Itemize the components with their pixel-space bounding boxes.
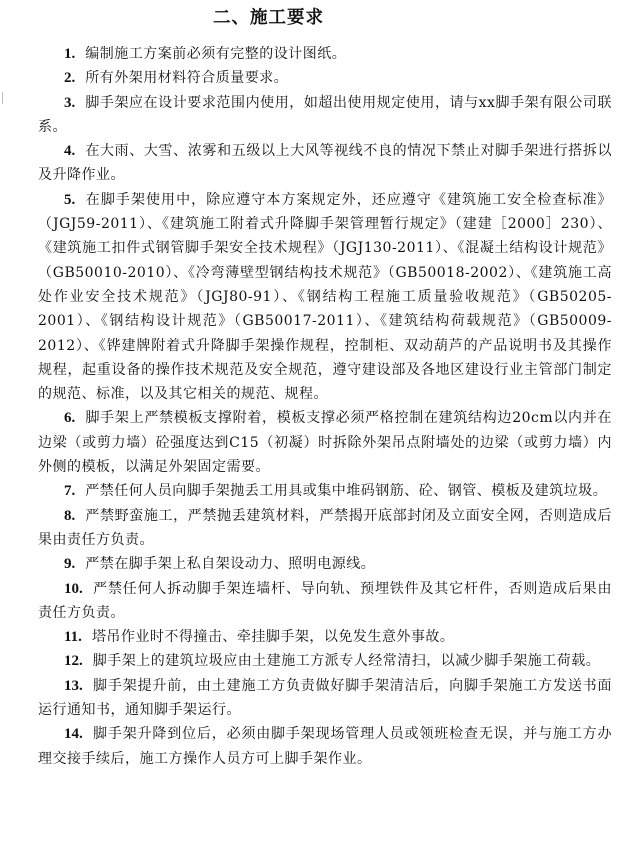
item-text: 脚手架应在设计要求范围内使用，如超出使用规定使用，请与xx脚手架有限公司联系。 [38,94,612,135]
item-text: 严禁野蛮施工，严禁抛丢建筑材料，严禁揭开底部封闭及立面安全网，否则造成后果由责任方负责。 [38,507,612,548]
list-item [38,552,612,576]
item-text: 严禁任何人员向脚手架抛丢工用具或集中堆码钢筋、砼、钢管、模板及建筑垃圾。 [85,483,608,500]
list-item [38,42,612,66]
list-item [38,188,612,407]
item-number: 11. [64,629,82,646]
list-item [38,406,612,479]
list-item [38,139,612,188]
item-number: 10. [64,580,83,597]
list-item [38,722,612,771]
item-number: 12. [64,653,83,670]
margin-mark [2,92,3,104]
item-text: 在大雨、大雪、浓雾和五级以上大风等视线不良的情况下禁止对脚手架进行搭拆以及升降作业。 [38,143,612,184]
item-text: 脚手架上的建筑垃圾应由土建施工方派专人经常清扫，以减少脚手架施工荷载。 [92,653,601,670]
item-text: 在脚手架使用中，除应遵守本方案规定外，还应遵守《建筑施工安全检查标准》（JGJ59-2011）、《建筑施工附着式升降脚手架管理暂行规定》（建建［2000］230）、《建筑施工扣件式钢管脚手架安全技术规程》（JGJ130-2011）、《混凝土结构设计规范》（GB50010-2010）、《冷弯薄壁型钢结构技术规范》（GB50018-2002）、《建筑施工高处作业安全技术规范》（JGJ80-91）、《钢结构工程施工质量验收规范》（GB50205-2001）、《钢结构设计规范》（GB50017-2011）、《建筑结构荷载规范》（GB50009-2012）、《铧建牌附着式升降脚手架操作规程，控制柜、双动葫芦的产品说明书及其操作规程，起重设备的操作技术规范及安全规范，遵守建设部及各地区建设行业主管部门制定的规范、标准，以及其它相关的规范、规程。 [38,191,612,403]
item-text: 脚手架上严禁模板支撑附着，模板支撑必须严格控制在建筑结构边20cm以内并在边梁（或剪力墙）砼强度达到C15（初凝）时拆除外架吊点附墙处的边梁（或剪力墙）内外侧的模板，以满足外架固定需要。 [38,410,612,476]
list-item [38,91,612,140]
list-item [38,577,612,626]
page-title: 二、施工要求 [213,8,324,28]
item-number: 9. [64,556,76,573]
item-text: 塔吊作业时不得撞击、牵挂脚手架，以免发生意外事故。 [91,629,455,646]
item-text: 所有外架用材料符合质量要求。 [85,70,289,87]
item-number: 1. [64,46,76,62]
item-text: 编制施工方案前必须有完整的设计图纸。 [85,46,347,62]
item-number: 4. [64,143,76,160]
item-text: 脚手架提升前，由土建施工方负责做好脚手架清洁后，向脚手架施工方发送书面运行通知书，通知脚手架运行。 [38,677,612,719]
item-number: 8. [64,507,76,524]
list-item [38,504,612,553]
item-number: 6. [64,410,76,427]
item-text: 严禁任何人拆动脚手架连墙杆、导向轨、预埋铁件及其它杆件，否则造成后果由责任方负责。 [38,580,612,621]
item-text: 脚手架升降到位后，必须由脚手架现场管理人员或领班检查无误，并与施工方办理交接手续后，施工方操作人员方可上脚手架作业。 [38,726,612,767]
item-number: 7. [64,483,76,500]
item-number: 13. [64,677,83,694]
item-number: 14. [64,726,83,743]
list-item [38,66,612,90]
list-item [38,479,612,503]
item-number: 2. [64,70,76,87]
list-item [38,674,612,723]
item-number: 3. [64,94,76,111]
item-number: 5. [64,191,76,208]
item-text: 严禁在脚手架上私自架设动力、照明电源线。 [85,556,376,573]
list-item [38,625,612,649]
list-item [38,649,612,673]
